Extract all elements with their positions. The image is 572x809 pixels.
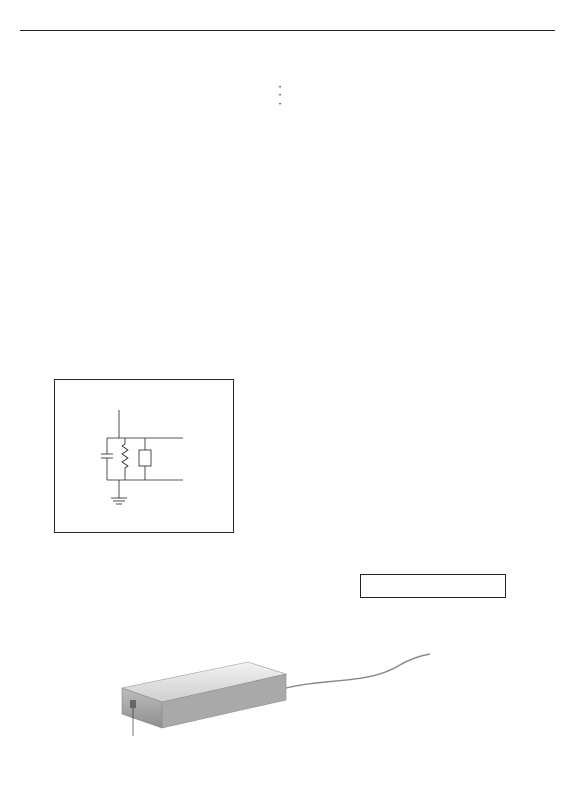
list-item: • — [278, 84, 282, 91]
leakage-methods — [26, 75, 264, 91]
list-item: • — [278, 92, 282, 100]
leakage-circuit-diagram — [55, 380, 233, 532]
header-rule — [20, 30, 555, 31]
right-column — [276, 67, 538, 109]
extract-note-box — [360, 574, 506, 598]
list-item: • — [278, 100, 282, 108]
power-switch-icon[interactable] — [130, 700, 136, 708]
safety-checkout-section — [26, 64, 264, 99]
figure-a — [54, 379, 234, 533]
safety-warning-block — [276, 381, 538, 389]
subwoofer-illustration — [108, 648, 438, 748]
power-cord — [286, 654, 430, 688]
